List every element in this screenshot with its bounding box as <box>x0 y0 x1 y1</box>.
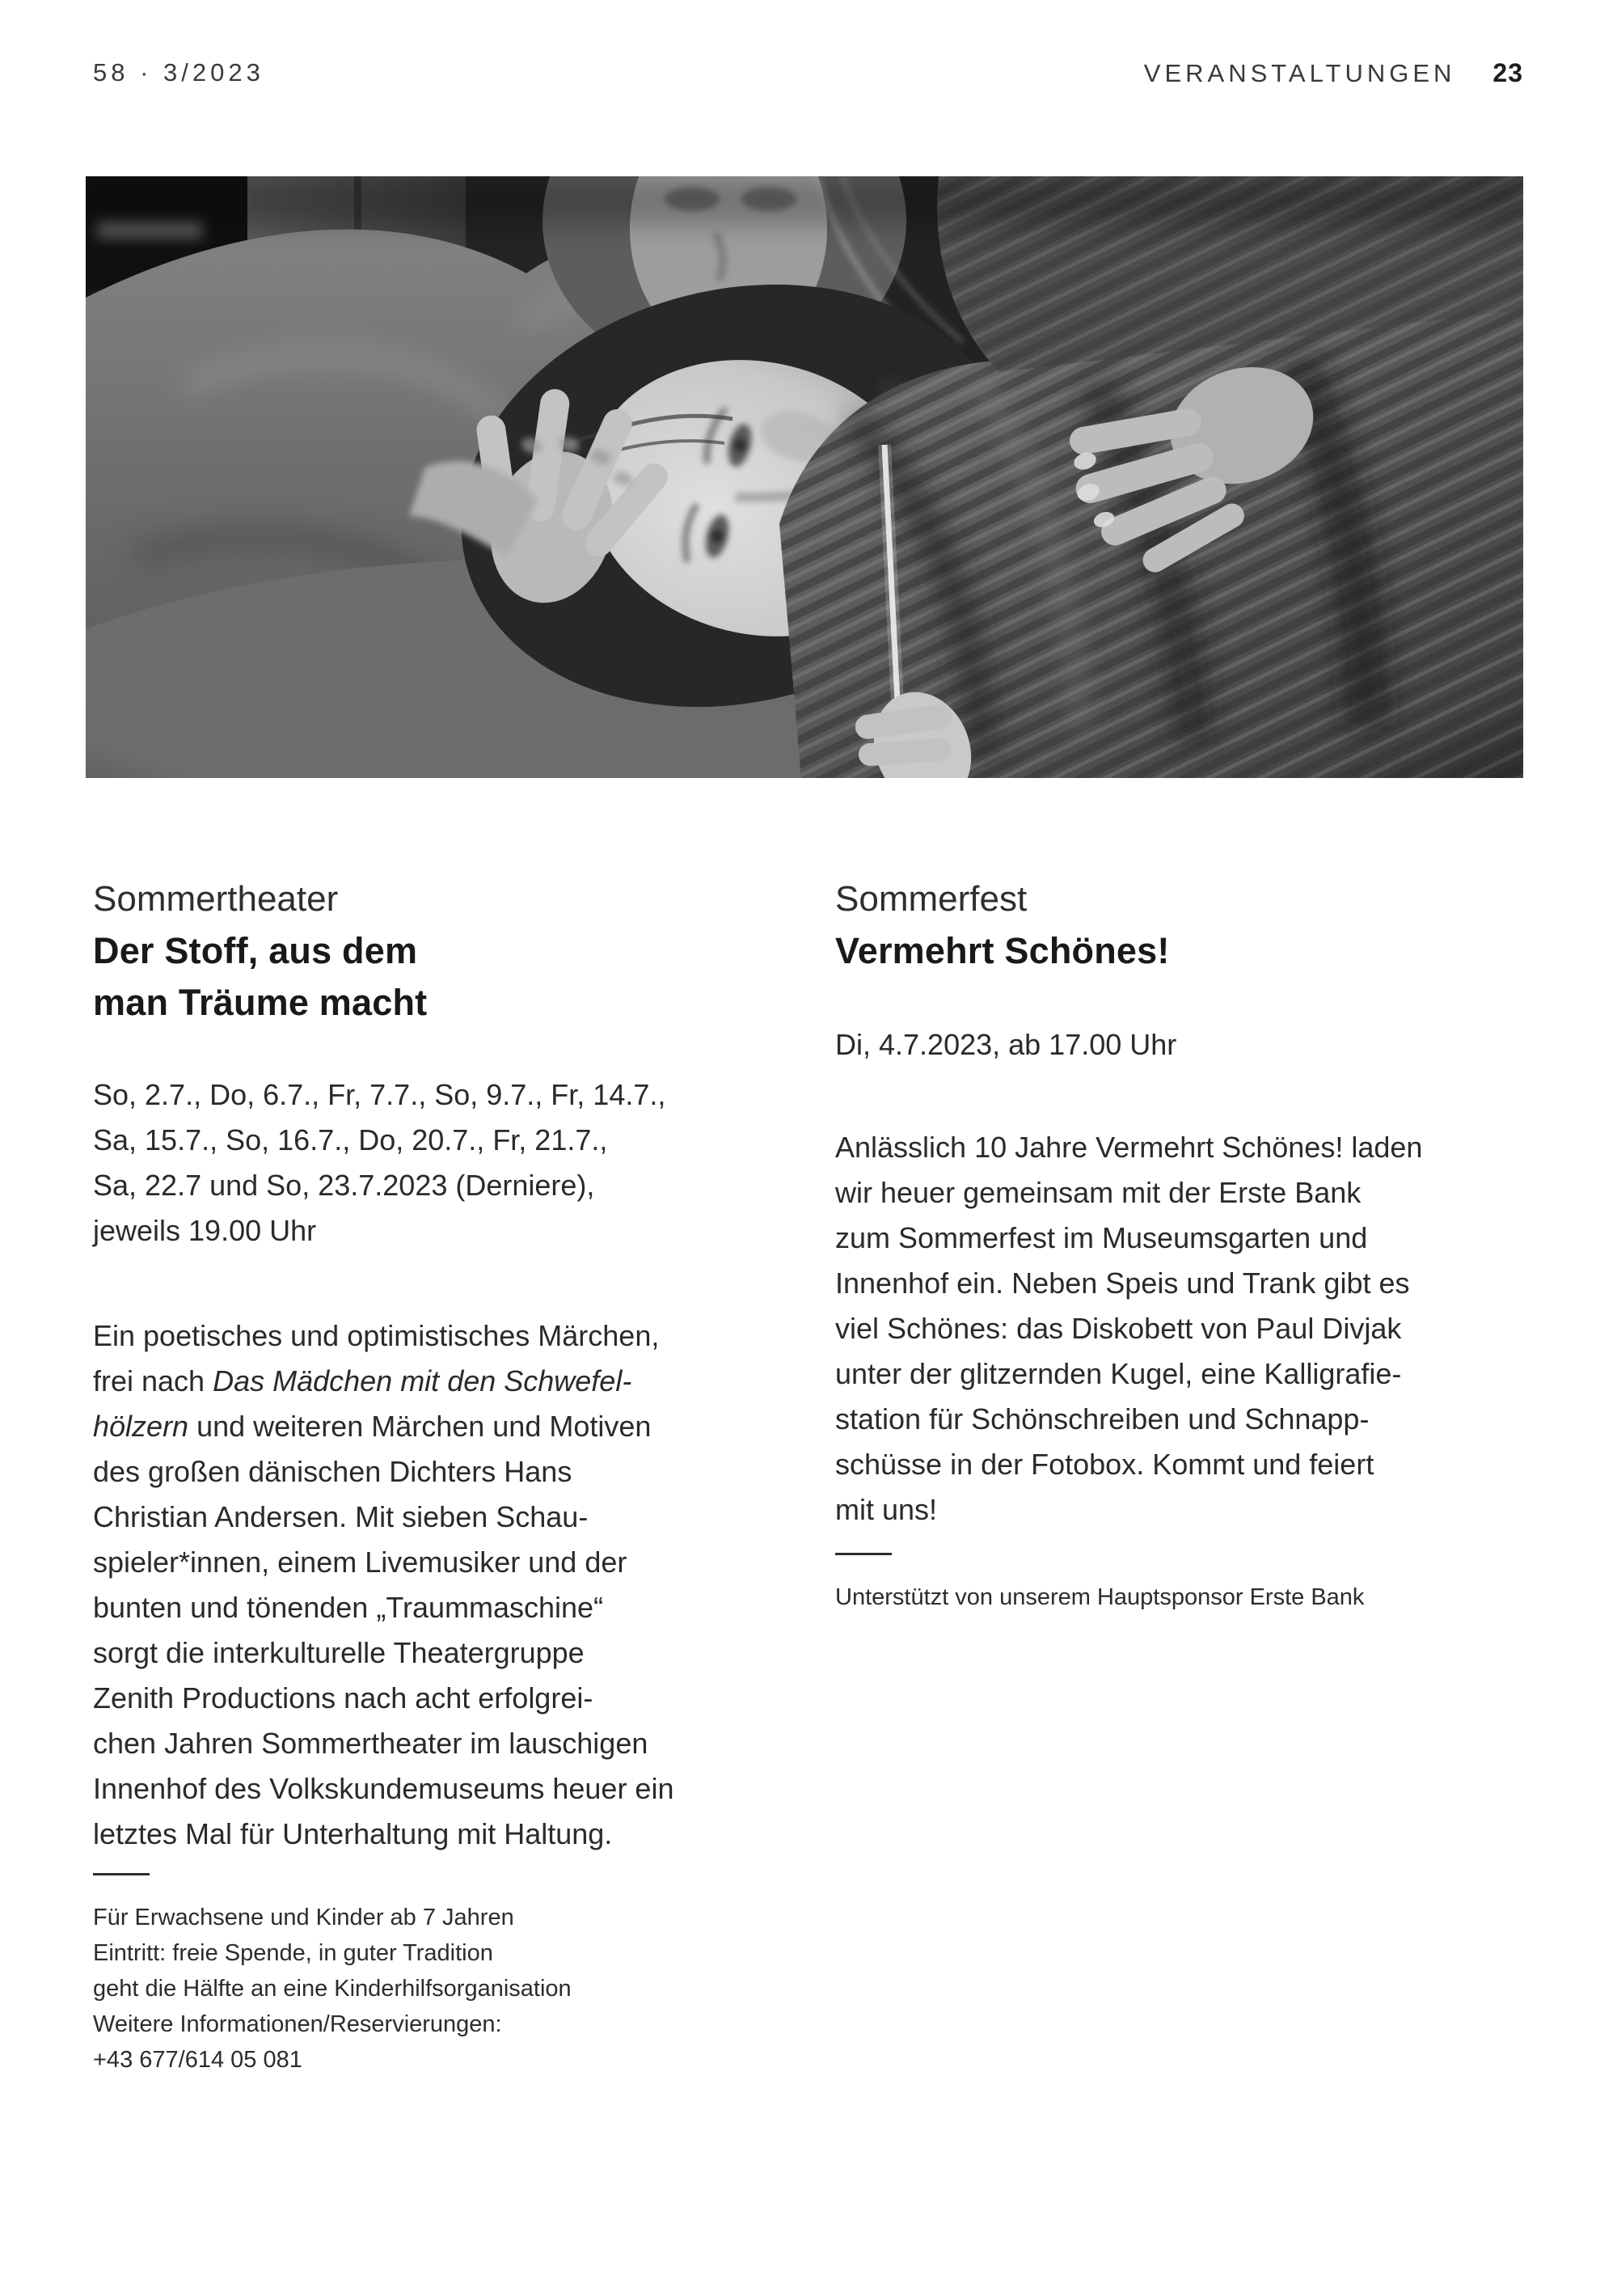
text-line: schüsse in der Fotobox. Kommt und feiert <box>835 1448 1374 1481</box>
text-line: sorgt die interkulturelle Theatergruppe <box>93 1636 585 1669</box>
text-line: Vermehrt Schönes! <box>835 930 1170 971</box>
text-line: geht die Hälfte an eine Kinderhilfsorganisation <box>93 1976 572 2002</box>
text-line: Sa, 22.7 und So, 23.7.2023 (Derniere), <box>93 1169 595 1202</box>
text-line: So, 2.7., Do, 6.7., Fr, 7.7., So, 9.7., Fr, 14.7., <box>93 1078 666 1111</box>
text-line: zum Sommerfest im Museumsgarten und <box>835 1221 1368 1254</box>
text-line: jeweils 19.00 Uhr <box>93 1214 317 1247</box>
article-title <box>835 925 1547 977</box>
text-line: bunten und tönenden „Traummaschine“ <box>93 1591 604 1624</box>
article-info <box>93 1900 804 2078</box>
text-line: station für Schönschreiben und Schnapp- <box>835 1402 1370 1436</box>
text-line: +43 677/614 05 081 <box>93 2047 302 2073</box>
page-number: 23 <box>1492 58 1523 87</box>
text-line: des großen dänischen Dichters Hans <box>93 1455 572 1488</box>
text-line: Christian Andersen. Mit sieben Schau- <box>93 1500 589 1533</box>
event-date: Di, 4.7.2023, ab 17.00 Uhr <box>835 1028 1177 1061</box>
page-header <box>93 58 1523 94</box>
text-line: chen Jahren Sommertheater im lauschigen <box>93 1727 648 1760</box>
text-line: hölzern und weiteren Märchen und Motiven <box>93 1410 652 1443</box>
text-line: Sa, 15.7., So, 16.7., Do, 20.7., Fr, 21.7., <box>93 1123 608 1156</box>
text-line: Eintritt: freie Spende, in guter Tradition <box>93 1940 493 1966</box>
article-body <box>93 1313 804 1857</box>
article-photo <box>86 176 1523 778</box>
text-line: wir heuer gemeinsam mit der Erste Bank <box>835 1176 1362 1209</box>
article-sommertheater <box>93 873 804 2078</box>
header-right <box>1144 58 1523 88</box>
text-line: Für Erwachsene und Kinder ab 7 Jahren <box>93 1905 514 1930</box>
text-line: Zenith Productions nach acht erfolgrei- <box>93 1681 593 1715</box>
text-line: Innenhof des Volkskundemuseums heuer ein <box>93 1772 674 1805</box>
footnote-divider <box>835 1553 892 1555</box>
text-line: letztes Mal für Unterhaltung mit Haltung. <box>93 1817 613 1850</box>
article-kicker: Sommerfest <box>835 879 1028 919</box>
article-kicker: Sommertheater <box>93 879 339 919</box>
text-line: Der Stoff, aus dem <box>93 930 418 971</box>
text-line: Weitere Informationen/Reservierungen: <box>93 2011 502 2037</box>
text-line: Anlässlich 10 Jahre Vermehrt Schönes! laden <box>835 1131 1423 1164</box>
article-title <box>93 925 804 1029</box>
article-sommerfest <box>835 873 1547 1615</box>
article-photo-graphic <box>86 176 1523 778</box>
text-line: frei nach Das Mädchen mit den Schwefel- <box>93 1364 632 1397</box>
text-line: viel Schönes: das Diskobett von Paul Divjak <box>835 1312 1402 1345</box>
text-line: man Träume macht <box>93 982 428 1023</box>
text-line: unter der glitzernden Kugel, eine Kalligrafie- <box>835 1357 1402 1390</box>
text-line: spieler*innen, einem Livemusiker und der <box>93 1545 627 1579</box>
issue-number: 58 · 3/2023 <box>93 58 264 87</box>
article-body <box>835 1125 1547 1533</box>
section-label: VERANSTALTUNGEN <box>1143 59 1456 87</box>
text-line: Innenhof ein. Neben Speis und Trank gibt es <box>835 1266 1410 1300</box>
event-dates <box>93 1072 804 1254</box>
text-line: mit uns! <box>835 1493 938 1526</box>
sponsor-note: Unterstützt von unserem Hauptsponsor Erste Bank <box>835 1584 1365 1610</box>
text-line: Ein poetisches und optimistisches Märchen, <box>93 1319 660 1352</box>
footnote-divider <box>93 1873 150 1875</box>
